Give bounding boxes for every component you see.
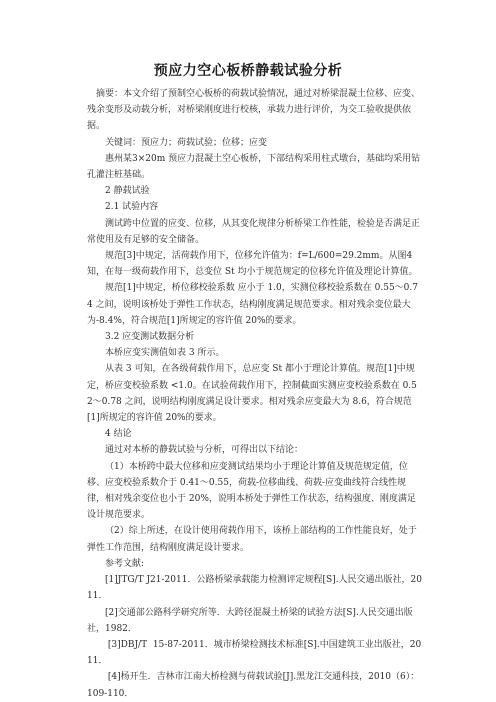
section-heading-4: 4 结论 (105, 429, 132, 440)
conclusion-item-2: （2）综上所述，在设计使用荷载作用下，该桥上部结构的工作性能良好，处于弹性工作范围，结构刚度满足设计要求。 (87, 526, 417, 553)
section-heading-2-1: 2.1 试验内容 (105, 202, 159, 213)
section-3-2-paragraph-1: 本桥应变实测值如表 3 所示。 (105, 348, 225, 359)
document-body (87, 86, 422, 702)
references-heading: 参考文献: (105, 558, 145, 569)
keywords: 关键词：预应力；荷载试验；位移；应变 (105, 137, 268, 148)
reference-item: [4]杨开生．吉林市江南大桥检测与荷载试验[J].黑龙江交通科技，2010（6）：109-110． (87, 672, 420, 699)
conclusion-intro: 通过对本桥的静载试验与分析，可得出以下结论： (105, 445, 304, 456)
document-title: 预应力空心板桥静载试验分析 (153, 63, 343, 79)
section-3-2-paragraph-2: 从表 3 可知，在各级荷载作用下，总应变 St 都小于理论计算值。规范[1]中规定，桥应变校验系数 <1.0。在试验荷载作用下，控制截面实测应变校验系数在 0.52～0.78 之间，说明结构刚度满足设计要求。相对残余应变最大为 8.6，符合规范[1]所规定的容许值 20%的要求。 (87, 364, 417, 424)
abstract: 摘要：本文介绍了预制空心板桥的荷载试验情况，通过对桥梁混凝土位移、应变、残余变形及动载分析，对桥梁刚度进行校核，承载力进行评价，为交工验收提供依据。 (87, 89, 421, 132)
section-2-1-text: 测试跨中位置的应变、位移，从其变化规律分析桥梁工作性能，检验是否满足正常使用及有足够的安全储备。 (87, 218, 421, 245)
reference-item: [2]交通部公路科学研究所等．大跨径混凝土桥梁的试验方法[S].人民交通出版社，1982． (87, 607, 413, 634)
reference-item: [1]JTG/T J21-2011．公路桥梁承载能力检测评定规程[S].人民交通出版社，2011． (87, 575, 422, 602)
intro-paragraph: 惠州某3×20m 预应力混凝土空心板桥，下部结构采用柱式墩台，基础均采用钻孔灌注桩基础。 (87, 153, 421, 181)
section-heading-2: 2 静载试验 (105, 186, 150, 197)
section-2-1-paragraph-3: 规范[1]中规定，桥位移校验系数 应小于 1.0，实测位移校验系数在 0.55～0.74 之间，说明该桥处于弹性工作状态，结构刚度满足规范要求。相对残余变位最大为-8.4%，符合规范[1]所规定的容许值 20%的要求。 (87, 283, 418, 326)
section-heading-3-2: 3.2 应变测试数据分析 (105, 332, 195, 343)
reference-item: [3]DBJ/T 15-87-2011．城市桥梁检测技术标准[S].中国建筑工业出版社，2011． (87, 639, 422, 667)
conclusion-item-1: （1）本桥跨中最大位移和应变测试结果均小于理论计算值及规范规定值，位移、应变校验系数介于 0.41～0.55，荷载-位移曲线、荷载-应变曲线符合线性规律，相对残余变位也小于 20%，说明本桥处于弹性工作状态，结构强度、刚度满足设计规范要求。 (87, 461, 416, 521)
section-2-1-paragraph-2: 规范[3]中规定，活荷载作用下，位移允许值为：f=L/600=29.2mm。从图4知，在每一级荷载作用下，总变位 St 均小于规范规定的位移允许值及理论计算值。 (87, 251, 418, 278)
